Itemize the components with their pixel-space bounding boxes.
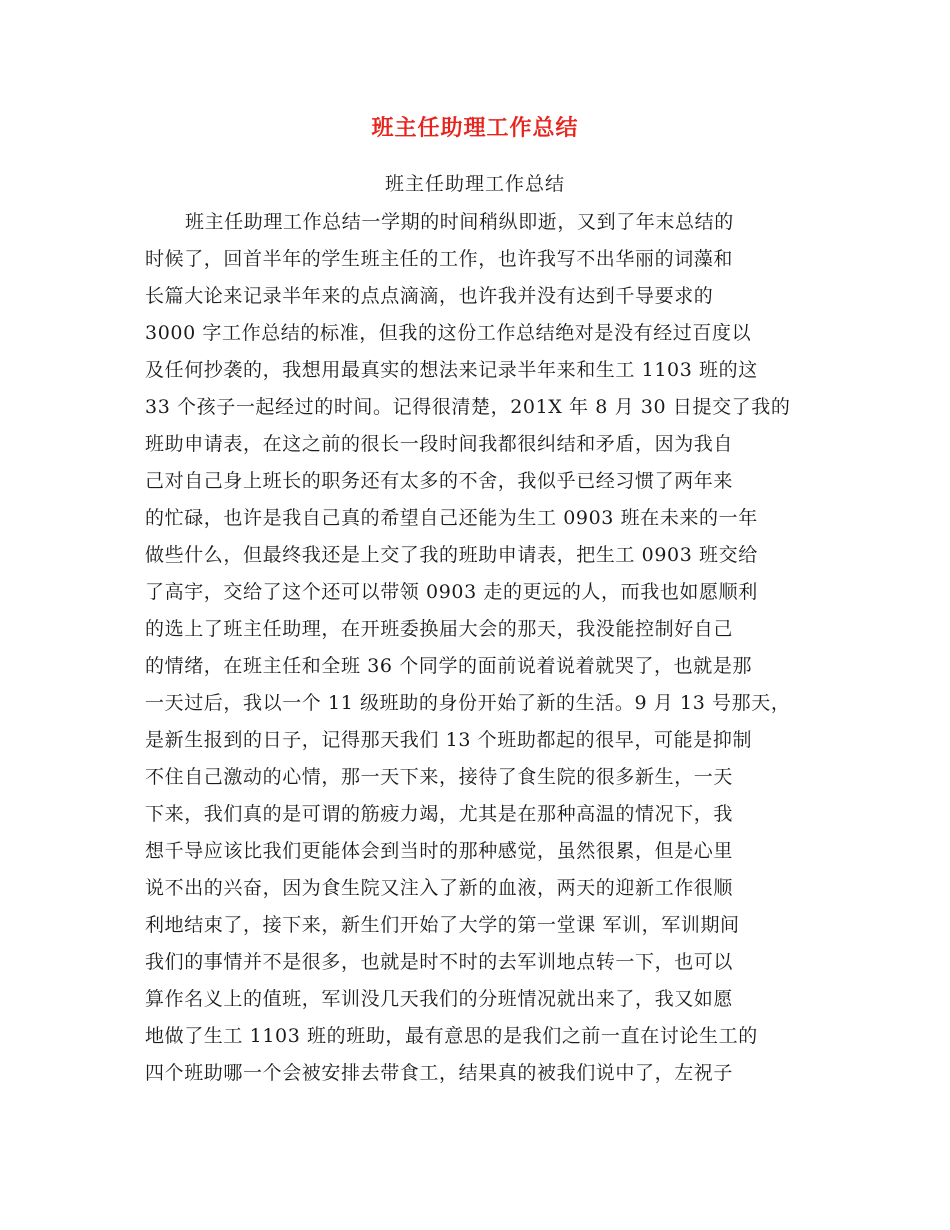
body-line: 说不出的兴奋，因为食生院又注入了新的血液，两天的迎新工作很顺 — [145, 877, 734, 899]
body-line: 班助申请表，在这之前的很长一段时间我都很纠结和矛盾，因为我自 — [145, 433, 734, 455]
body-line: 下来，我们真的是可谓的筋疲力竭，尤其是在那种高温的情况下，我 — [145, 803, 734, 825]
body-line: 是新生报到的日子，记得那天我们 13 个班助都起的很早，可能是抑制 — [145, 729, 753, 751]
body-line: 不住自己激动的心情，那一天下来，接待了食生院的很多新生，一天 — [145, 766, 734, 788]
body-line: 的选上了班主任助理，在开班委换届大会的那天，我没能控制好自己 — [145, 618, 734, 640]
body-line: 3000 字工作总结的标准，但我的这份工作总结绝对是没有经过百度以 — [145, 322, 752, 344]
body-line: 的忙碌，也许是我自己真的希望自己还能为生工 0903 班在未来的一年 — [145, 507, 758, 529]
body-line: 时候了，回首半年的学生班主任的工作，也许我写不出华丽的词藻和 — [145, 248, 734, 270]
body-line: 一天过后，我以一个 11 级班助的身份开始了新的生活。9 月 13 号那天， — [145, 692, 791, 714]
body-line: 想千导应该比我们更能体会到当时的那种感觉，虽然很累，但是心里 — [145, 840, 734, 862]
body-line: 做些什么，但最终我还是上交了我的班助申请表，把生工 0903 班交给 — [145, 544, 758, 566]
body-line: 地做了生工 1103 班的班助，最有意思的是我们之前一直在讨论生工的 — [145, 1025, 758, 1047]
body-line: 及任何抄袭的，我想用最真实的想法来记录半年来和生工 1103 班的这 — [145, 359, 758, 381]
document-title: 班主任助理工作总结 — [371, 115, 579, 141]
body-line: 了高宇，交给了这个还可以带领 0903 走的更远的人，而我也如愿顺利 — [145, 581, 758, 603]
body-line: 长篇大论来记录半年来的点点滴滴，也许我并没有达到千导要求的 — [145, 285, 714, 307]
body-line: 己对自己身上班长的职务还有太多的不舍，我似乎已经习惯了两年来 — [145, 470, 734, 492]
body-line: 四个班助哪一个会被安排去带食工，结果真的被我们说中了，左祝子 — [145, 1062, 734, 1084]
body-line: 我们的事情并不是很多，也就是时不时的去军训地点转一下，也可以 — [145, 951, 734, 973]
body-line: 算作名义上的值班，军训没几天我们的分班情况就出来了，我又如愿 — [145, 988, 734, 1010]
document-subtitle: 班主任助理工作总结 — [384, 173, 565, 195]
body-line: 利地结束了，接下来，新生们开始了大学的第一堂课 军训，军训期间 — [145, 914, 740, 936]
document-body — [145, 204, 825, 1092]
body-line: 33 个孩子一起经过的时间。记得很清楚，201X 年 8 月 30 日提交了我的 — [145, 396, 791, 418]
body-line: 的情绪，在班主任和全班 36 个同学的面前说着说着就哭了，也就是那 — [145, 655, 753, 677]
body-line: 班主任助理工作总结一学期的时间稍纵即逝，又到了年末总结的 — [185, 211, 734, 233]
